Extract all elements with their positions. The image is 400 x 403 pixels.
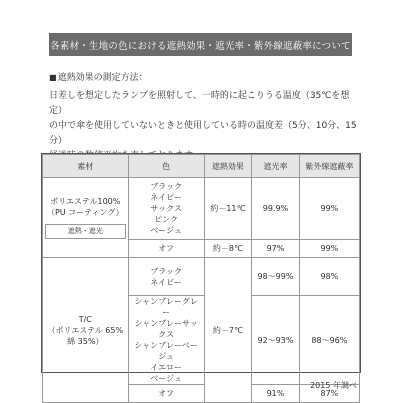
heat-shield-value: 約－11℃	[204, 178, 252, 240]
header-color: 色	[128, 155, 204, 178]
header-heat-shield: 遮熱効果	[204, 155, 252, 178]
survey-year-note: 2015 年調べ	[310, 381, 357, 390]
light-block-value: 97%	[252, 240, 300, 258]
method-line: の中で傘を使用していないときと使用している時の温度差（5分、10分、15分）	[49, 121, 357, 146]
method-heading: ■ 遮熱効果の測定方法：	[49, 70, 359, 86]
header-uv-block: 紫外線遮蔽率	[299, 155, 359, 178]
color-list: オフ	[128, 240, 204, 258]
material-tc: T/C （ポリエステル 65% 綿 35%）	[43, 258, 129, 403]
color-list: オフ	[128, 385, 204, 403]
uv-block-value: 87%	[299, 385, 359, 403]
table-header-row	[43, 155, 360, 178]
heat-shield-value: 約－7℃	[204, 258, 252, 403]
uv-block-value: 88～96%	[299, 296, 359, 385]
color-list: シャンブレーグレー シャンブレーサックス シャンブレーベージュ イエロー ベージュ	[128, 296, 204, 385]
color-list: ブラック ネイビー サックス ピンク ベージュ	[128, 178, 204, 240]
light-block-value: 98～99%	[252, 258, 300, 296]
header-light-block: 遮光率	[252, 155, 300, 178]
light-block-value: 92～93%	[252, 296, 300, 385]
method-line: 日差しを想定したランプを照射して、一時的に起こりうる温度（35℃を想定）	[49, 91, 350, 116]
light-block-value: 91%	[252, 385, 300, 403]
table-row	[43, 178, 360, 240]
material-tag: 遮熱・遮光	[45, 224, 126, 239]
table-row	[43, 258, 360, 296]
header-material: 素材	[43, 155, 129, 178]
light-block-value: 99.9%	[252, 178, 300, 240]
material-polyester: ポリエステル100% （PU コーティング） 遮熱・遮光	[43, 178, 129, 258]
measurement-method	[49, 70, 359, 164]
page-title: 各素材・生地の色における遮熱効果・遮光率・紫外線遮蔽率について	[49, 33, 352, 56]
uv-block-value: 99%	[299, 240, 359, 258]
uv-block-value: 99%	[299, 178, 359, 240]
color-list: ブラック ネイビー	[128, 258, 204, 296]
uv-block-value: 98%	[299, 258, 359, 296]
heat-shield-value: 約－8℃	[204, 240, 252, 258]
